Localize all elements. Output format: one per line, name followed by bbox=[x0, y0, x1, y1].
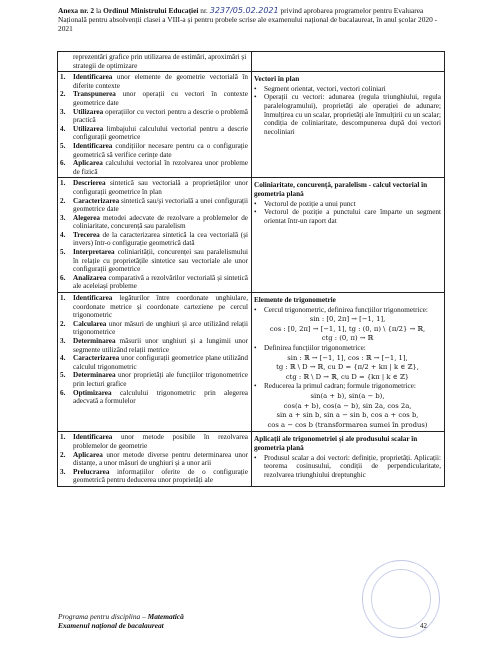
handwritten-order-number: 3237/05.02.2021 bbox=[209, 6, 279, 15]
bullet-item: • Cercul trigonometric, definirea funcțiilor trigonometrice: bbox=[254, 305, 428, 314]
bullet-item: • Vectorul de poziție a unui punct bbox=[254, 199, 356, 208]
content-cell bbox=[252, 178, 445, 293]
list-item: 5. Interpretarea coliniarității, concurenței sau paralelismului în relație cu proprietățile sintetice sau vectoriale ale unor configurații geometrice bbox=[60, 248, 248, 274]
section-title: Coliniaritate, concurență, paralelism - calcul vectorial în geometria plană bbox=[254, 181, 428, 198]
math-formula: sin a + sin b, sin a − sin b, cos a + cos b, bbox=[276, 411, 419, 420]
competencies-cell bbox=[58, 178, 252, 293]
list-item: 1. Identificarea legăturilor între coordonate unghiulare, coordonate metrice și coordonate carteziene pe cercul trigonometric bbox=[60, 294, 248, 320]
list-item: 4. Trecerea de la caracterizarea sintetică la cea vectorială (și invers) într-o configurație geometrică dată bbox=[60, 230, 248, 248]
order-title: Ordinul Ministrului Educației bbox=[103, 6, 199, 15]
content-cell bbox=[252, 52, 445, 72]
list-item: 2. Calcularea unor măsuri de unghiuri și arce utilizând relații trigonometrice bbox=[60, 319, 248, 337]
section-title: Aplicații ale trigonometriei și ale produsului scalar în geometria plană bbox=[254, 435, 418, 452]
page-number: 42 bbox=[420, 622, 427, 630]
list-item: 3. Prelucrarea informațiilor oferite de o configurație geometrică pentru deducerea unor proprietăți ale bbox=[60, 467, 248, 485]
list-item: 1. Descrierea sintetică sau vectorială a proprietăților unor configurații geometrice în plan bbox=[60, 179, 248, 196]
list-item: 5. Determinarea unor proprietăți ale funcțiilor trigonometrice prin lecturi grafice bbox=[60, 371, 248, 388]
bullet-item: • Vectorul de poziție a punctului care împarte un segment orientat într-un raport dat bbox=[254, 208, 441, 225]
list-item: 6. Optimizarea calculului trigonometric prin alegerea adecvată a formulelor bbox=[60, 388, 248, 406]
header-text: privind aprobarea programelor pentru Evaluarea Națională pentru absolvenții clasei a VIII-a și pentru probele scrise ale examenului național de bacalaureat, în anul școlar 2020 - 2021 bbox=[58, 6, 438, 33]
bullet-item: • Reducerea la primul cadran; formule trigonometrice: bbox=[254, 382, 416, 391]
official-stamp bbox=[362, 560, 440, 638]
table-row bbox=[58, 52, 445, 72]
list-item: 3. Alegerea metodei adecvate de rezolvare a problemelor de coliniaritate, concurență sau paralelism bbox=[60, 213, 248, 231]
list-item: 1. Identificarea unor elemente de geometrie vectorială în diferite contexte bbox=[60, 73, 248, 90]
list-item: 4. Utilizarea limbajului calculului vectorial pentru a descrie configurații geometrice bbox=[60, 124, 248, 142]
list-item: 3. Utilizarea operațiilor cu vectori pentru a descrie o problemă practică bbox=[60, 107, 248, 125]
content-cell bbox=[252, 432, 445, 487]
math-formula: ctg : (0, π) → ℝ bbox=[321, 334, 374, 343]
table-row bbox=[58, 178, 445, 293]
competencies-cell bbox=[58, 52, 252, 72]
document-footer: Programa pentru disciplina – Matematică Examenul național de bacalaureat bbox=[58, 612, 184, 630]
math-formula: sin : ℝ → [−1, 1], cos : ℝ → [−1, 1], bbox=[287, 353, 408, 362]
list-item: 6. Analizarea comparativă a rezolvărilor vectorială și sintetică ale aceleiași probleme bbox=[60, 273, 248, 291]
math-formula: cos : [0, 2π] → [−1, 1], tg : (0, π) \ {π/2} → ℝ, bbox=[269, 324, 426, 333]
competencies-cell bbox=[58, 432, 252, 487]
bullet-item: • Produsul scalar a doi vectori: definiție, proprietăți. Aplicații: teorema cosinusului, condiții de perpendicularitate, rezolvarea triunghiului dreptunghic bbox=[254, 453, 441, 479]
bullet-item: • Definirea funcțiilor trigonometrice: bbox=[254, 344, 366, 352]
bullet-item: • Operații cu vectori: adunarea (regula triunghiului, regula paralelogramului), proprietăți ale operației de adunare; înmulțirea cu un scalar, proprietăți ale înmulțirii cu un scalar; condiția de coliniaritate, descompunerea după doi vectori necoliniari bbox=[254, 93, 441, 136]
content-cell bbox=[252, 72, 445, 178]
table-row bbox=[58, 432, 445, 487]
math-formula: ctg : ℝ \ D → ℝ, cu D = {kπ | k ∈ ℤ} bbox=[285, 372, 410, 381]
list-item: 2. Aplicarea unor metode diverse pentru determinarea unor distanțe, a unor măsuri de unghiuri și a unor arii bbox=[60, 450, 248, 468]
math-formula: cos a − cos b (transformarea sumei în produs) bbox=[267, 420, 428, 429]
continued-text: reprezentări grafice prin utilizarea de estimări, aproximări și strategii de optimizare bbox=[73, 53, 247, 70]
list-item: 2. Transpunerea unor operații cu vectori în contexte geometrice date bbox=[60, 90, 248, 107]
math-formula: sin(a + b), sin(a − b), bbox=[310, 391, 385, 400]
document-header: Anexa nr. 2 la Ordinul Ministrului Educației nr. 3237/05.02.2021 privind aprobarea programelor pentru Evaluarea Națională pentru absolvenții clasei a VIII-a și pentru probele scrise ale examenului național de bacalaureat, în anul școlar 2020 - 2021 bbox=[58, 6, 438, 33]
bullet-item: • Segment orientat, vectori, vectori coliniari bbox=[254, 84, 386, 93]
section-title: Elemente de trigonometrie bbox=[254, 296, 336, 305]
competencies-cell bbox=[58, 293, 252, 432]
list-item: 4. Caracterizarea unor configurații geometrice plane utilizând calculul trigonometric bbox=[60, 354, 248, 371]
list-item: 5. Identificarea condițiilor necesare pentru ca o configurație geometrică să verifice cerințe date bbox=[60, 141, 248, 159]
curriculum-table bbox=[57, 51, 445, 487]
list-item: 6. Aplicarea calculului vectorial în rezolvarea unor probleme de fizică bbox=[60, 159, 248, 176]
math-formula: cos(a + b), cos(a − b), sin 2a, cos 2a, bbox=[283, 401, 412, 410]
list-item: 2. Caracterizarea sintetică sau/și vectorială a unei configurații geometrice date bbox=[60, 196, 248, 214]
table-row bbox=[58, 293, 445, 432]
competencies-cell bbox=[58, 72, 252, 178]
list-item: 1. Identificarea unor metode posibile în rezolvarea problemelor de geometrie bbox=[60, 433, 248, 450]
list-item: 3. Determinarea măsurii unor unghiuri și a lungimii unor segmente utilizând relații metrice bbox=[60, 337, 248, 354]
content-cell bbox=[252, 293, 445, 432]
section-title: Vectori în plan bbox=[254, 75, 300, 84]
table-row bbox=[58, 72, 445, 178]
annex-label: Anexa nr. 2 bbox=[58, 6, 95, 15]
math-formula: tg : ℝ \ D → ℝ, cu D = {π/2 + kπ | k ∈ ℤ}, bbox=[276, 363, 419, 372]
math-formula: sin : [0, 2π] → [−1, 1], bbox=[309, 315, 386, 324]
